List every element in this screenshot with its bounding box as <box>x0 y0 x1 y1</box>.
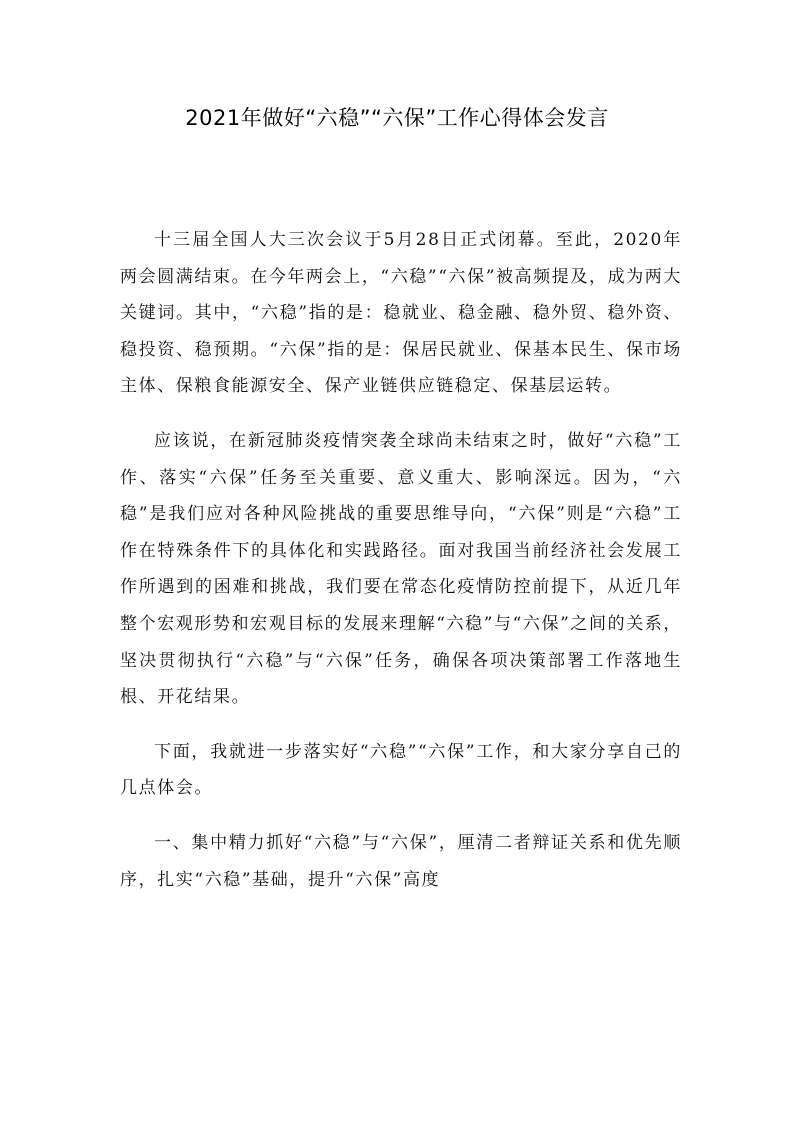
document-title: 2021年做好“六稳”“六保”工作心得体会发言 <box>185 106 609 130</box>
paragraph-3: 下面，我就进一步落实好“六稳”“六保”工作，和大家分享自己的几点体会。 <box>120 741 682 799</box>
paragraph-1: 十三届全国人大三次会议于5月28日正式闭幕。至此，2020年两会圆满结束。在今年两会上，“六稳”“六保”被高频提及，成为两大关键词。其中，“六稳”指的是：稳就业、稳金融、稳外贸、稳外资、稳投资、稳预期。“六保”指的是：保居民就业、保基本民生、保市场主体、保粮食能源安全、保产业链供应链稳定、保基层运转。 <box>120 230 682 397</box>
section-heading-1: 一、集中精力抓好“六稳”与“六保”，厘清二者辩证关系和优先顺序，扎实“六稳”基础，提升“六保”高度 <box>120 832 682 890</box>
paragraph-2: 应该说，在新冠肺炎疫情突袭全球尚未结束之时，做好“六稳”工作、落实“六保”任务至关重要、意义重大、影响深远。因为，“六稳”是我们应对各种风险挑战的重要思维导向，“六保”则是“六稳”工作在特殊条件下的具体化和实践路径。面对我国当前经济社会发展工作所遇到的困难和挑战，我们要在常态化疫情防控前提下，从近几年整个宏观形势和宏观目标的发展来理解“六稳”与“六保”之间的关系，坚决贯彻执行“六稳”与“六保”任务，确保各项决策部署工作落地生根、开花结果。 <box>120 430 682 708</box>
document-body <box>120 222 682 916</box>
